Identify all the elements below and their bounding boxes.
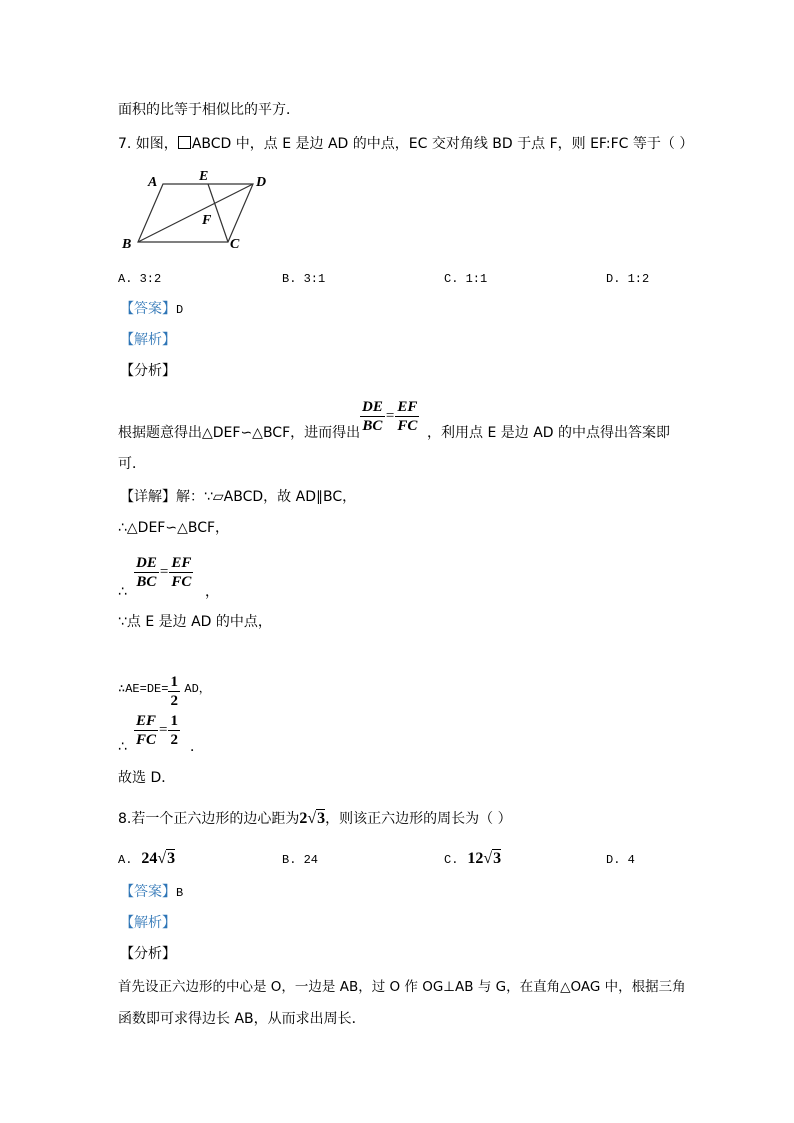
- period: ．: [190, 739, 204, 755]
- coef: 24: [141, 850, 158, 867]
- numerator: 1: [170, 674, 178, 690]
- denominator: FC: [397, 418, 418, 434]
- q7-option-b[interactable]: B. 3:1: [282, 272, 326, 286]
- numerator: EF: [171, 555, 192, 571]
- equals: =: [159, 564, 169, 580]
- q8-fenxi-line-2: 函数即可求得边长 AB，从而求出周长．: [118, 1011, 366, 1027]
- q7-stem-text: ABCD 中，点 E 是边 AD 的中点，EC 交对角线 BD 于点 F，则 EF:FC 等于（ ）: [191, 136, 694, 152]
- sqrt-arg: 3: [167, 850, 176, 867]
- coef: 12: [467, 850, 484, 867]
- answer-value: B: [176, 886, 184, 900]
- q8-option-d[interactable]: D. 4: [606, 853, 635, 867]
- q8-answer: [120, 882, 183, 903]
- answer-value: D: [176, 303, 184, 317]
- fraction-de-bc-eq-ef-fc: [360, 398, 419, 435]
- denominator: BC: [136, 574, 157, 590]
- q8-option-c[interactable]: [444, 850, 501, 868]
- label-b: B: [122, 237, 132, 252]
- q8-fenxi-line-1: 首先设正六边形的中心是 O，一边是 AB，过 O 作 OG⊥AB 与 G，在直角△OAG 中，根据三角: [118, 979, 686, 995]
- q8-option-a[interactable]: [118, 850, 175, 868]
- fraction-equation: [134, 554, 193, 591]
- fenxi-text-3: 可．: [118, 456, 146, 472]
- therefore-symbol-2: ∴: [118, 739, 127, 755]
- label-f: F: [202, 213, 212, 228]
- coef: 2: [299, 810, 308, 827]
- fenxi-text-2: ，利用点 E 是边 AD 的中点得出答案即: [427, 425, 671, 441]
- detail-text: 解：∵▱ABCD，故 AD∥BC，: [176, 489, 357, 505]
- denominator: 2: [170, 732, 178, 748]
- q7-option-c[interactable]: C. 1:1: [444, 272, 488, 286]
- numerator: DE: [362, 399, 383, 415]
- detail-line-4: ∵点 E 是边 AD 的中点，: [118, 614, 272, 630]
- denominator: BC: [362, 418, 383, 434]
- parallelogram-figure: [115, 165, 280, 260]
- numerator: 1: [170, 713, 178, 729]
- answer-label: 【答案】: [120, 884, 176, 900]
- denominator: FC: [171, 574, 192, 590]
- q7-fenxi-label: 【分析】: [120, 363, 176, 379]
- detail-5-prefix: ∴AE=DE=: [118, 682, 169, 696]
- detail-line-1: [120, 487, 356, 507]
- q8-stem: [118, 809, 512, 829]
- label-c: C: [230, 237, 240, 252]
- intro-line: 面积的比等于相似比的平方．: [118, 102, 300, 118]
- label-e: E: [199, 169, 209, 184]
- q8-stem-prefix: 8.若一个正六边形的边心距为: [118, 811, 300, 827]
- q8-fenxi-label: 【分析】: [120, 946, 176, 962]
- q7-fenxi-text: [118, 423, 360, 443]
- equals: =: [159, 722, 168, 738]
- fenxi-text-1: 根据题意得出△DEF∽△BCF，进而得出: [118, 425, 361, 441]
- parallelogram-symbol: [178, 136, 191, 149]
- denominator: FC: [136, 732, 157, 748]
- q7-option-d[interactable]: D. 1:2: [606, 272, 650, 286]
- detail-label: 【详解】: [120, 489, 176, 505]
- option-value: 12√3: [467, 850, 502, 867]
- option-label: A.: [118, 853, 133, 867]
- answer-label: 【答案】: [120, 301, 176, 317]
- label-a: A: [148, 175, 158, 190]
- comma: ，: [205, 584, 219, 600]
- detail-5-suffix: AD，: [184, 682, 211, 696]
- option-label: C.: [444, 853, 459, 867]
- denominator: 2: [170, 693, 178, 709]
- label-d: D: [256, 175, 267, 190]
- q7-answer: [120, 299, 183, 320]
- q7-number: 7. 如图，: [118, 136, 178, 152]
- q8-analysis-label: 【解析】: [120, 915, 176, 931]
- detail-line-5: [118, 673, 211, 710]
- q8-option-b[interactable]: B. 24: [282, 853, 319, 867]
- q7-analysis-label: 【解析】: [120, 332, 176, 348]
- q8-stem-suffix: ，则该正六边形的周长为（ ）: [325, 811, 512, 827]
- fraction-ef-fc-half: [134, 712, 180, 749]
- sqrt-arg: 3: [493, 850, 502, 867]
- equals: =: [385, 408, 395, 424]
- conclusion: 故选 D．: [118, 770, 176, 786]
- numerator: EF: [397, 399, 418, 415]
- numerator: DE: [136, 555, 157, 571]
- sqrt-arg: 3: [317, 810, 326, 827]
- value-2-sqrt-3: 2√3: [299, 810, 326, 827]
- therefore-symbol: ∴: [118, 584, 127, 600]
- option-value: 24√3: [141, 850, 176, 867]
- q7-stem: [118, 134, 693, 154]
- q7-option-a[interactable]: A. 3:2: [118, 272, 162, 286]
- numerator: EF: [136, 713, 157, 729]
- diagonal-bd: [138, 184, 253, 242]
- detail-line-2: ∴△DEF∽△BCF，: [118, 520, 230, 536]
